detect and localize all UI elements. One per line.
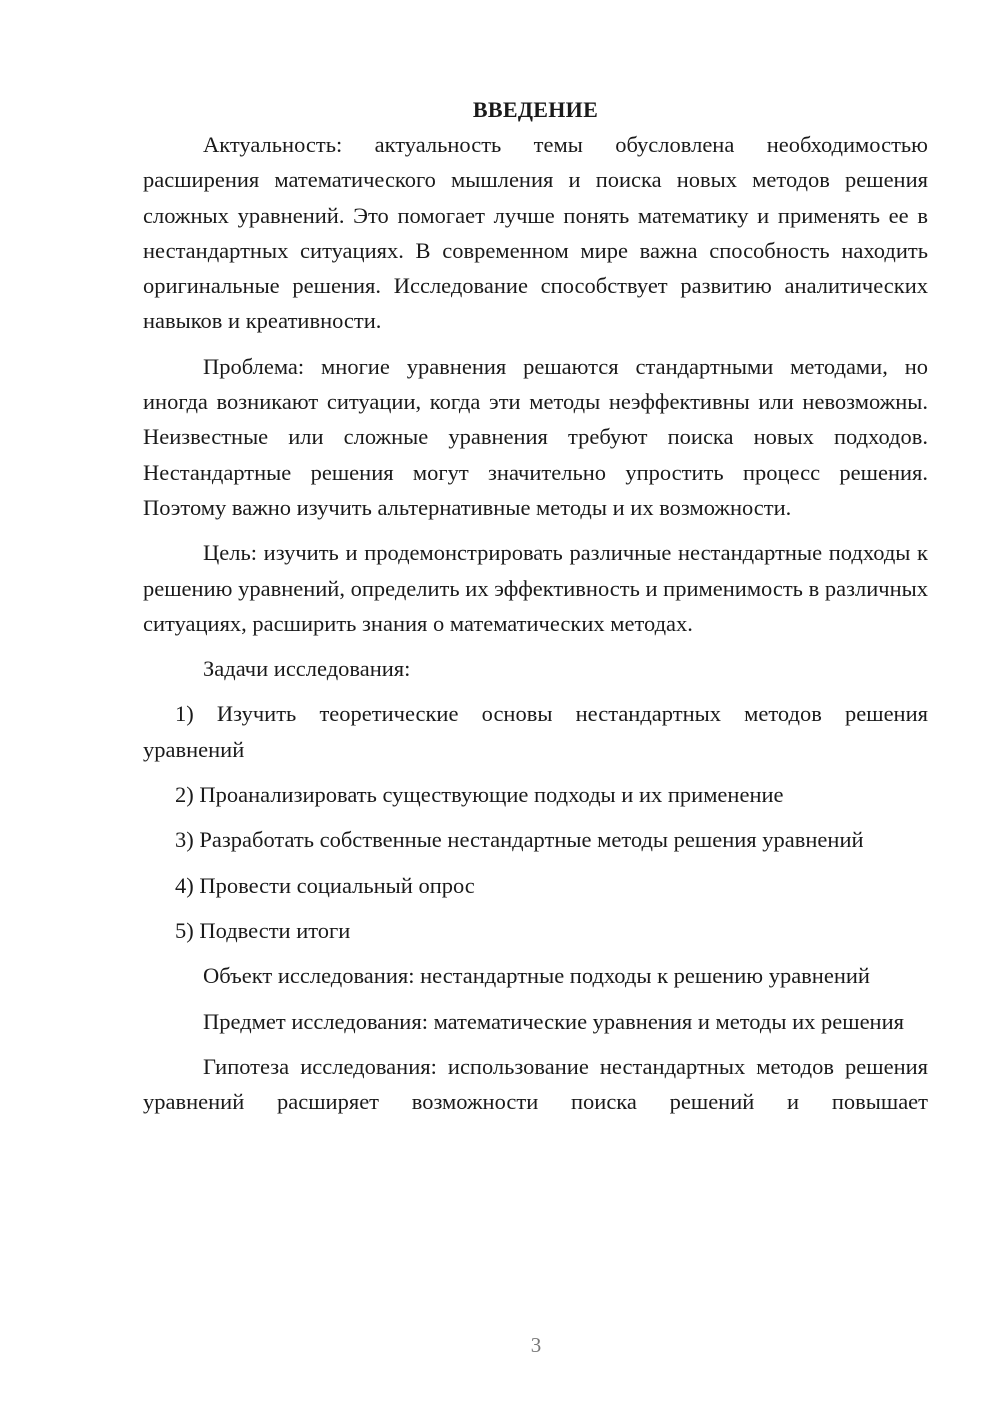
paragraph-subject: Предмет исследования: математические уравнения и методы их решения [203,1008,904,1034]
paragraph-object: Объект исследования: нестандартные подходы к решению уравнений [203,963,870,989]
page-title: ВВЕДЕНИЕ [472,97,599,122]
list-item-task-3: 3) Разработать собственные нестандартные методы решения уравнений [175,827,864,853]
list-item-task-4: 4) Провести социальный опрос [175,872,475,898]
paragraph-hypothesis: Гипотеза исследования: использование нестандартных методов решения уравнений расширяет возможности поиска решений и повышает [143,1053,928,1115]
list-item-task-1: 1) Изучить теоретические основы нестандартных методов решения уравнений [143,701,928,762]
paragraph-relevance: Актуальность: актуальность темы обусловлена необходимостью расширения математического мышления и поиска новых методов решения сложных уравнений. Это помогает лучше понять математику и применять ее в нестандартных ситуациях. В современном мире важна способность находить оригинальные решения. Исследование способствует развитию аналитических навыков и креативности. [143,132,928,334]
paragraph-goal: Цель: изучить и продемонстрировать различные нестандартные подходы к решению уравнений, определить их эффективность и применимость в различных ситуациях, расширить знания о математических методах. [143,540,928,636]
page-number: 3 [530,1333,542,1357]
paragraph-tasks-heading: Задачи исследования: [203,656,411,682]
paragraph-problem: Проблема: многие уравнения решаются стандартными методами, но иногда возникают ситуации, когда эти методы неэффективны или невозможны. Неизвестные или сложные уравнения требуют поиска новых подходов. Нестандартные решения могут значительно упростить процесс решения. Поэтому важно изучить альтернативные методы и их возможности. [143,353,928,520]
list-item-task-5: 5) Подвести итоги [175,917,351,943]
list-item-task-2: 2) Проанализировать существующие подходы и их применение [175,782,784,808]
document-body [143,92,928,1119]
